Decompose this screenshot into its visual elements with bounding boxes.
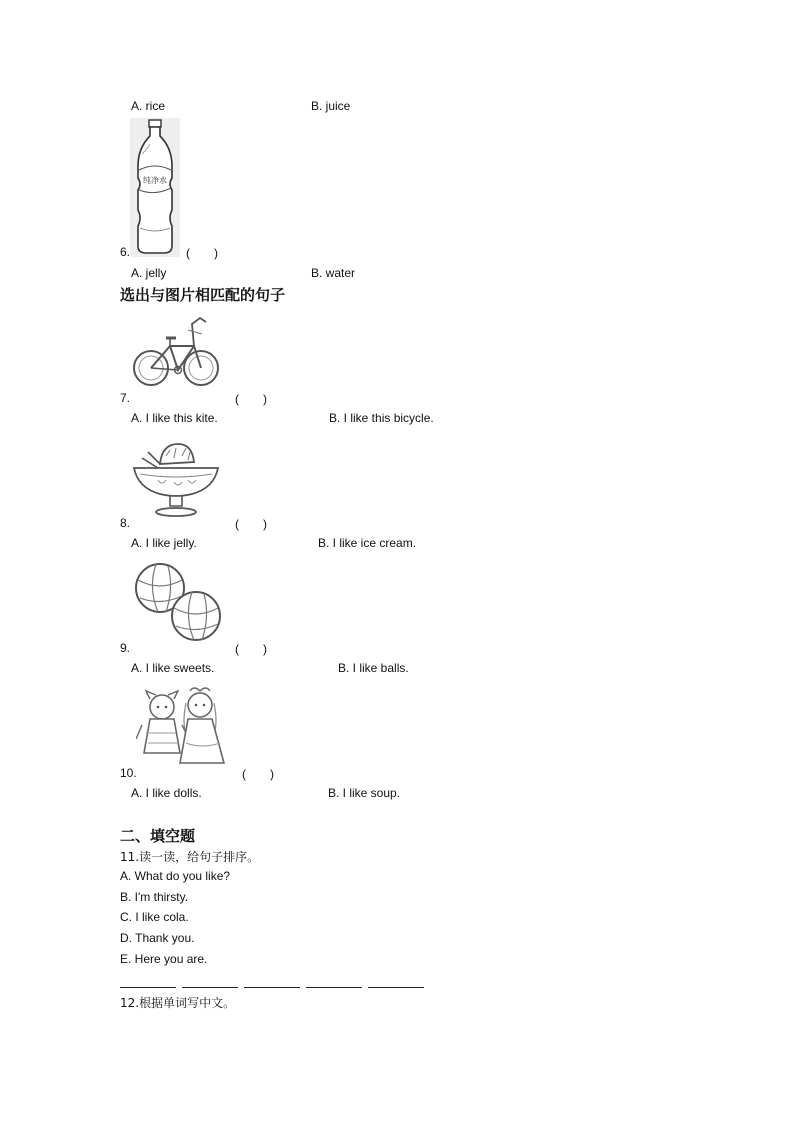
q11-prompt: 11.读一读，给句子排序。 — [120, 850, 260, 864]
q7-option-a: A. I like this kite. — [131, 411, 218, 425]
dolls-image — [136, 683, 228, 771]
q11-line: D. Thank you. — [120, 931, 195, 945]
water-bottle-image — [130, 118, 180, 257]
q8-option-a: A. I like jelly. — [131, 536, 197, 550]
q10-answer-paren[interactable]: ( ) — [242, 767, 274, 781]
q10-option-b: B. I like soup. — [328, 786, 401, 800]
section-fill-title: 二、填空题 — [120, 827, 196, 845]
q7-number: 7. — [120, 391, 131, 405]
answer-blank[interactable] — [368, 987, 424, 988]
answer-blank[interactable] — [244, 987, 300, 988]
q6-answer-paren[interactable]: ( ) — [186, 246, 218, 260]
q7-option-b: B. I like this bicycle. — [329, 411, 434, 425]
answer-blank[interactable] — [182, 987, 238, 988]
q10-option-a: A. I like dolls. — [131, 786, 202, 800]
q6-number: 6. — [120, 245, 131, 259]
answer-blank[interactable] — [306, 987, 362, 988]
q8-number: 8. — [120, 516, 131, 530]
q5-option-b: B. juice — [311, 99, 351, 113]
q11-line: B. I'm thirsty. — [120, 890, 189, 904]
q5-option-a: A. rice — [131, 99, 166, 113]
q7-answer-paren[interactable]: ( ) — [235, 392, 267, 406]
answer-blank[interactable] — [120, 987, 176, 988]
q10-number: 10. — [120, 766, 137, 780]
ice-cream-image — [130, 434, 222, 522]
q8-answer-paren[interactable]: ( ) — [235, 517, 267, 531]
q6-option-a: A. jelly — [131, 266, 167, 280]
q6-option-b: B. water — [311, 266, 356, 280]
q12-prompt: 12.根据单词写中文。 — [120, 996, 236, 1010]
q11-line: A. What do you like? — [120, 869, 231, 883]
bicycle-image — [130, 308, 222, 396]
q11-line: C. I like cola. — [120, 910, 189, 924]
bottle-label: 纯净水 — [143, 176, 167, 185]
section-match-title: 选出与图片相匹配的句子 — [120, 286, 286, 304]
q8-option-b: B. I like ice cream. — [318, 536, 417, 550]
q11-line: E. Here you are. — [120, 952, 208, 966]
q9-answer-paren[interactable]: ( ) — [235, 642, 267, 656]
q9-option-b: B. I like balls. — [338, 661, 409, 675]
q9-option-a: A. I like sweets. — [131, 661, 215, 675]
balls-image — [130, 558, 222, 646]
q9-number: 9. — [120, 641, 131, 655]
